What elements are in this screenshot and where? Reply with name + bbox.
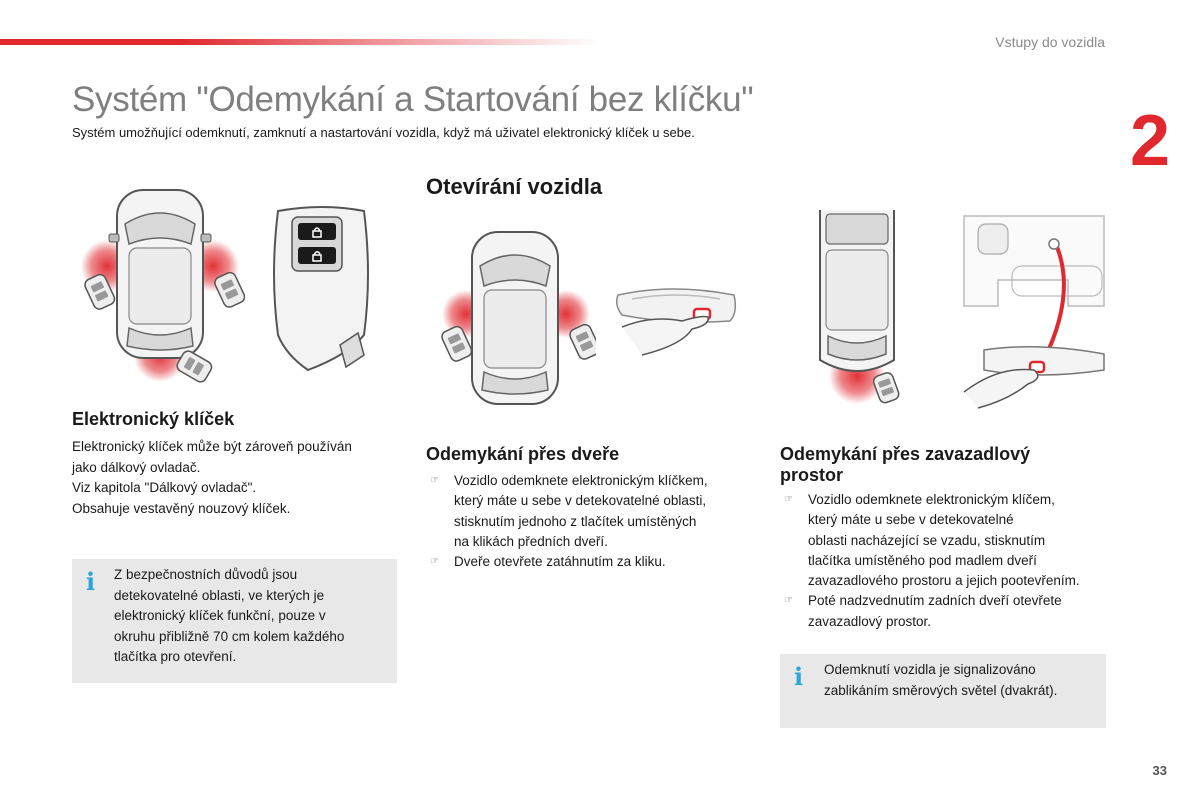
trunk-info-box — [780, 654, 1106, 728]
text-line: okruhu přibližně 70 cm kolem každého — [114, 628, 345, 644]
list-item — [780, 591, 1080, 632]
info-icon: i — [794, 662, 804, 691]
key-info-text — [114, 565, 344, 668]
hand-icon — [964, 369, 1038, 408]
text-line: Obsahuje vestavěný nouzový klíček. — [72, 500, 291, 516]
car-top-view-icon — [472, 232, 558, 404]
tailgate-handle-illustration — [958, 210, 1108, 410]
list-item — [426, 552, 708, 572]
car-detection-zones-illustration — [75, 182, 245, 402]
text-line: zavazadlového prostoru a jejich pootevřením. — [808, 573, 1080, 589]
car-top-view-icon — [109, 190, 211, 358]
text-line: detekovatelné oblasti, ve kterých je — [114, 587, 325, 603]
door-unlock-car-illustration — [436, 226, 596, 411]
text-line: na klikách předních dveří. — [454, 533, 608, 549]
text-line: tlačítka umístěného pod madlem dveří — [808, 552, 1037, 568]
text-line: který máte u sebe v detekovatelné oblasti, — [454, 493, 707, 509]
heading-line: Odemykání přes zavazadlový — [780, 444, 1031, 464]
key-fob-icon — [872, 371, 900, 404]
pointing-hand-icon: ☞ — [784, 595, 793, 607]
page-subtitle: Systém umožňující odemknutí, zamknutí a nastartování vozidla, když má uživatel elektronický klíček u sebe. — [72, 125, 695, 140]
text-line: zavazadlový prostor. — [808, 613, 932, 629]
electronic-key-illustration — [268, 205, 378, 375]
section-label: Vstupy do vozidla — [995, 34, 1105, 50]
text-line: Poté nadzvednutím zadních dveří otevřete — [808, 593, 1062, 609]
heading-line: prostor — [780, 465, 843, 485]
pointing-hand-icon: ☞ — [430, 475, 439, 486]
trunk-steps — [780, 490, 1080, 632]
text-line: oblasti nacházející se vzadu, stisknutím — [808, 532, 1046, 548]
doors-steps — [426, 471, 708, 572]
opening-heading: Otevírání vozidla — [426, 174, 603, 199]
list-item — [426, 471, 708, 552]
text-line: Dveře otevřete zatáhnutím za kliku. — [454, 554, 666, 570]
page-number: 33 — [1152, 763, 1167, 778]
key-heading: Elektronický klíček — [72, 409, 235, 429]
chapter-number: 2 — [1130, 101, 1171, 181]
text-line: Z bezpečnostních důvodů jsou — [114, 567, 298, 582]
car-top-view-icon — [820, 210, 894, 371]
page-title: Systém "Odemykání a Startování bez klíčku" — [72, 80, 754, 119]
key-description — [72, 437, 352, 519]
list-item — [780, 490, 1080, 591]
text-line: Vozidlo odemknete elektronickým klíčem, — [808, 492, 1055, 507]
hand-icon — [622, 317, 708, 356]
door-handle-illustration — [612, 285, 740, 360]
text-line: Viz kapitola "Dálkový ovladač". — [72, 480, 257, 495]
text-line: zablikáním směrových světel (dvakrát). — [824, 682, 1058, 698]
text-line: stisknutím jednoho z tlačítek umístěných — [454, 513, 697, 529]
header-accent-bar — [0, 39, 600, 45]
pointing-hand-icon: ☞ — [430, 556, 439, 568]
trunk-heading — [780, 444, 1030, 486]
pointing-hand-icon: ☞ — [784, 494, 793, 505]
text-line: Odemknutí vozidla je signalizováno — [824, 662, 1036, 677]
trunk-unlock-car-illustration — [812, 210, 922, 410]
doors-heading: Odemykání přes dveře — [426, 444, 620, 464]
text-line: tlačítka pro otevření. — [114, 649, 237, 664]
text-line: Elektronický klíček může být zároveň používán — [72, 439, 352, 454]
text-line: jako dálkový ovladač. — [72, 459, 201, 475]
text-line: Vozidlo odemknete elektronickým klíčkem, — [454, 473, 708, 488]
text-line: elektronický klíček funkční, pouze v — [114, 608, 326, 623]
info-icon: i — [86, 567, 96, 596]
text-line: který máte u sebe v detekovatelné — [808, 512, 1014, 528]
key-info-box — [72, 559, 397, 683]
trunk-info-text — [824, 660, 1057, 701]
